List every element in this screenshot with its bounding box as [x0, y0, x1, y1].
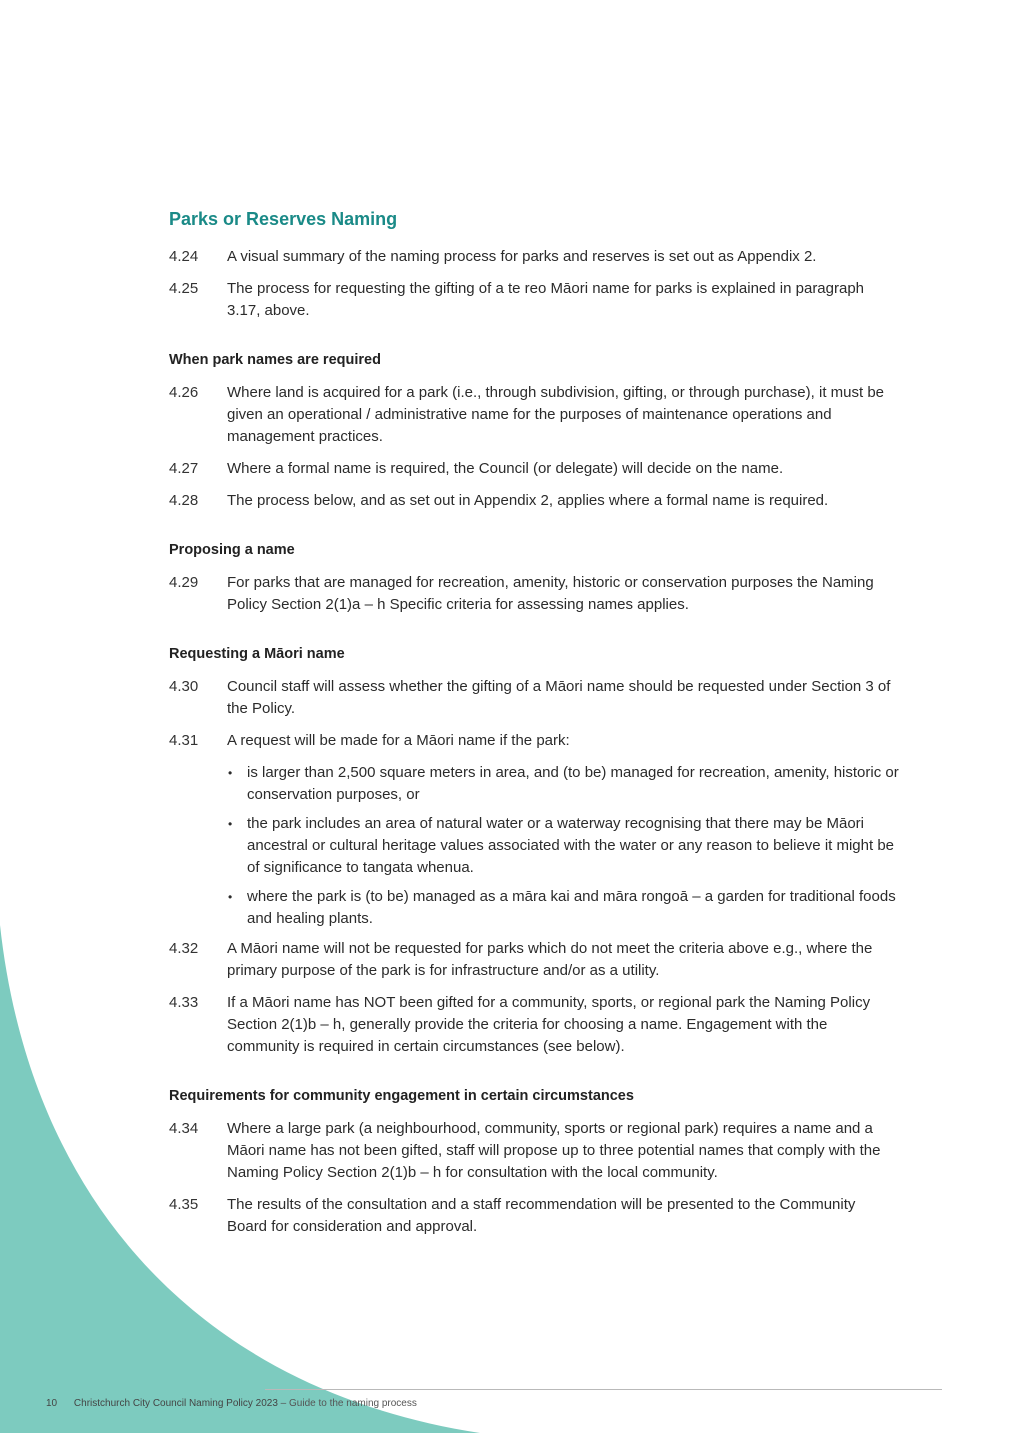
paragraph-4-32: [169, 938, 899, 982]
section-park-names-required: [169, 350, 899, 512]
paragraph-text: Council staff will assess whether the gifting of a Māori name should be requested under Section 3 of the Policy.: [227, 678, 891, 717]
paragraph-number: 4.34: [169, 1120, 199, 1137]
paragraph-text: Where a formal name is required, the Council (or delegate) will decide on the name.: [227, 460, 784, 477]
paragraph-number: 4.27: [169, 460, 199, 477]
page-footer: [46, 1398, 417, 1409]
paragraph-4-31: [169, 730, 899, 752]
paragraph-text: The process below, and as set out in Appendix 2, applies where a formal name is required.: [227, 492, 829, 509]
paragraph-number: 4.28: [169, 492, 199, 509]
section-requesting-maori-name: [169, 644, 899, 1058]
paragraph-4-35: [169, 1194, 899, 1238]
paragraph-4-29: [169, 572, 899, 616]
paragraph-text: A request will be made for a Māori name if the park:: [227, 732, 570, 749]
footer-subtitle: – Guide to the naming process: [280, 1398, 417, 1409]
paragraph-text: The results of the consultation and a staff recommendation will be presented to the Community Board for consideration and approval.: [227, 1196, 856, 1235]
list-item-text: the park includes an area of natural water or a waterway recognising that there may be Māori ancestral or cultural heritage values associated with the water or any reason to believe it might be of significance to tangata whenua.: [247, 815, 895, 876]
intro-section: [169, 246, 899, 322]
bullet-icon: •: [228, 766, 233, 780]
section-community-engagement: [169, 1086, 899, 1238]
paragraph-number: 4.30: [169, 678, 199, 695]
footer-divider: [265, 1389, 942, 1390]
paragraph-number: 4.35: [169, 1196, 199, 1213]
footer-title: Christchurch City Council Naming Policy 2023: [73, 1398, 278, 1409]
paragraph-text: Where land is acquired for a park (i.e., through subdivision, gifting, or through purchase), it must be given an operational / administrative name for the purposes of maintenance operations and management practices.: [227, 384, 885, 445]
list-item: [227, 886, 899, 930]
section-heading: When park names are required: [169, 352, 381, 368]
paragraph-number: 4.24: [169, 248, 199, 265]
bullet-icon: •: [228, 817, 233, 831]
paragraph-text: A Māori name will not be requested for parks which do not meet the criteria above e.g., where the primary purpose of the park is for infrastructure and/or as a utility.: [227, 940, 873, 979]
criteria-bullet-list: [227, 762, 899, 930]
list-item-text: where the park is (to be) managed as a māra kai and māra rongoā – a garden for traditional foods and healing plants.: [247, 888, 896, 927]
page-content: [169, 206, 899, 1266]
paragraph-number: 4.31: [169, 732, 199, 749]
page-number: 10: [46, 1398, 58, 1409]
paragraph-4-24: [169, 246, 899, 268]
paragraph-number: 4.33: [169, 994, 199, 1011]
section-heading: Requesting a Māori name: [169, 646, 345, 662]
paragraph-4-26: [169, 382, 899, 448]
section-heading: Requirements for community engagement in certain circumstances: [169, 1088, 634, 1104]
paragraph-number: 4.25: [169, 280, 199, 297]
paragraph-number: 4.32: [169, 940, 199, 957]
paragraph-text: If a Māori name has NOT been gifted for a community, sports, or regional park the Naming Policy Section 2(1)b – h, generally provide the criteria for choosing a name. Engagement with the community is required in certain circumstances (see below).: [227, 994, 871, 1055]
paragraph-text: Where a large park (a neighbourhood, community, sports or regional park) requires a name and a Māori name has not been gifted, staff will propose up to three potential names that comply with the Naming Policy Section 2(1)b – h for consultation with the local community.: [227, 1120, 881, 1181]
paragraph-4-28: [169, 490, 899, 512]
section-heading: Proposing a name: [169, 542, 295, 558]
paragraph-number: 4.29: [169, 574, 199, 591]
list-item-text: is larger than 2,500 square meters in area, and (to be) managed for recreation, amenity, historic or conservation purposes, or: [247, 764, 899, 803]
list-item: [227, 762, 899, 806]
page-heading: Parks or Reserves Naming: [169, 209, 398, 229]
paragraph-number: 4.26: [169, 384, 199, 401]
paragraph-4-34: [169, 1118, 899, 1184]
paragraph-text: For parks that are managed for recreation, amenity, historic or conservation purposes the Naming Policy Section 2(1)a – h Specific criteria for assessing names applies.: [227, 574, 874, 613]
paragraph-text: A visual summary of the naming process for parks and reserves is set out as Appendix 2.: [227, 248, 817, 265]
paragraph-4-30: [169, 676, 899, 720]
paragraph-4-33: [169, 992, 899, 1058]
list-item: [227, 813, 899, 879]
paragraph-4-25: [169, 278, 899, 322]
paragraph-4-27: [169, 458, 899, 480]
bullet-icon: •: [228, 890, 233, 904]
paragraph-text: The process for requesting the gifting of a te reo Māori name for parks is explained in paragraph 3.17, above.: [227, 280, 865, 319]
section-proposing-a-name: [169, 540, 899, 616]
